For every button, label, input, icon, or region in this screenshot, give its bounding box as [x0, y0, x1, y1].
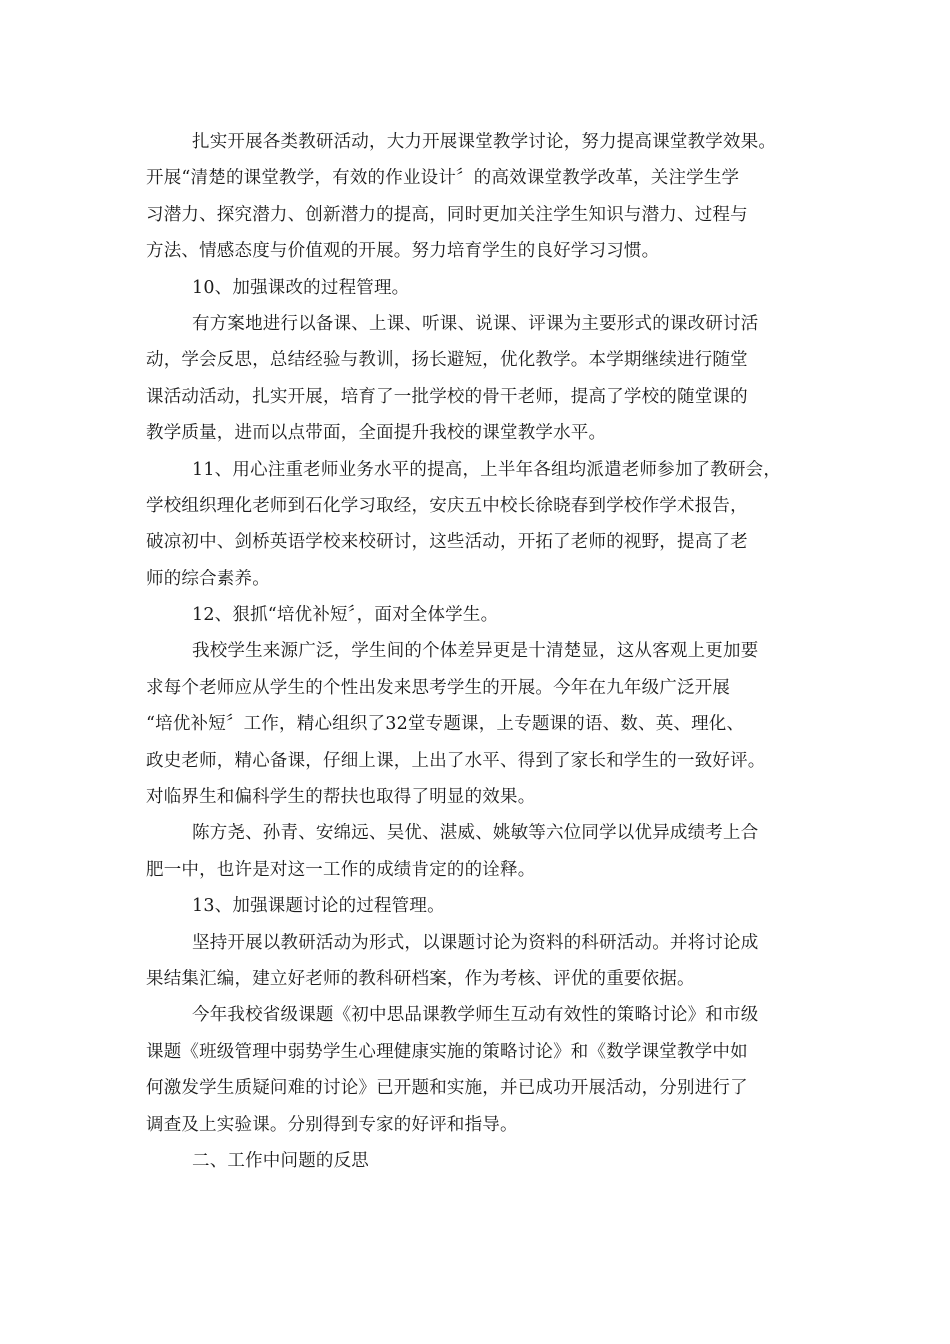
paragraph-first-line: 坚持开展以教研活动为形式，以课题讨论为资料的科研活动。并将讨论成 [192, 932, 759, 953]
paragraph-line: 果结集汇编，建立好老师的教科研档案，作为考核、评优的重要依据。 [146, 968, 695, 989]
paragraph-first-line: 陈方尧、孙青、安绵远、吴优、湛威、姚敏等六位同学以优异成绩考上合 [192, 823, 759, 844]
paragraph-line: 教学质量，进而以点带面，全面提升我校的课堂教学水平。 [146, 423, 607, 444]
paragraph-line: 开展“清楚的课堂教学，有效的作业设计〞的高效课堂教学改革，关注学生学 [146, 168, 740, 189]
paragraph-line: 习潜力、探究潜力、创新潜力的提高，同时更加关注学生知识与潜力、过程与 [146, 204, 748, 225]
paragraph-line: 对临界生和偏科学生的帮扶也取得了明显的效果。 [146, 787, 536, 808]
paragraph-first-line: 10、加强课改的过程管理。 [192, 277, 410, 298]
paragraph-line: 动，学会反思，总结经验与教训，扬长避短，优化教学。本学期继续进行随堂 [146, 350, 748, 371]
paragraph-line: 师的综合素养。 [146, 568, 270, 589]
paragraph-line: 学校组织理化老师到石化学习取经，安庆五中校长徐晓春到学校作学术报告， [146, 495, 748, 516]
paragraph-line: 肥一中，也许是对这一工作的成绩肯定的的诠释。 [146, 859, 536, 880]
paragraph-line: 课活动活动，扎实开展，培育了一批学校的骨干老师，提高了学校的随堂课的 [146, 386, 748, 407]
paragraph-first-line: 有方案地进行以备课、上课、听课、说课、评课为主要形式的课改研讨活 [192, 313, 759, 334]
document-body [146, 124, 826, 1179]
paragraph-line: 破凉初中、剑桥英语学校来校研讨，这些活动，开拓了老师的视野，提高了老 [146, 532, 748, 553]
paragraph-first-line: 12、狠抓“培优补短〞，面对全体学生。 [192, 605, 499, 626]
paragraph-first-line: 今年我校省级课题《初中思品课教学师生互动有效性的策略讨论》和市级 [192, 1005, 759, 1026]
paragraph-line: 求每个老师应从学生的个性出发来思考学生的开展。今年在九年级广泛开展 [146, 677, 731, 698]
paragraph-first-line: 我校学生来源广泛，学生间的个体差异更是十清楚显，这从客观上更加要 [192, 641, 759, 662]
paragraph-first-line: 扎实开展各类教研活动，大力开展课堂教学讨论，努力提高课堂教学效果。 [192, 132, 777, 152]
paragraph-first-line: 二、工作中问题的反思 [192, 1150, 369, 1171]
paragraph-line: 政史老师，精心备课，仔细上课，上出了水平、得到了家长和学生的一致好评。 [146, 750, 766, 771]
paragraph-line: 方法、情感态度与价值观的开展。努力培育学生的良好学习习惯。 [146, 241, 660, 262]
paragraph-line: “培优补短〞工作，精心组织了32堂专题课，上专题课的语、数、英、理化、 [146, 714, 745, 735]
paragraph-line: 调查及上实验课。分别得到专家的好评和指导。 [146, 1114, 518, 1135]
paragraph-first-line: 11、用心注重老师业务水平的提高，上半年各组均派遣老师参加了教研会， [192, 459, 782, 480]
paragraph-line: 课题《班级管理中弱势学生心理健康实施的策略讨论》和《数学课堂教学中如 [146, 1041, 748, 1062]
paragraph-line: 何激发学生质疑问难的讨论》已开题和实施，并已成功开展活动，分别进行了 [146, 1078, 748, 1099]
paragraph-first-line: 13、加强课题讨论的过程管理。 [192, 896, 445, 917]
